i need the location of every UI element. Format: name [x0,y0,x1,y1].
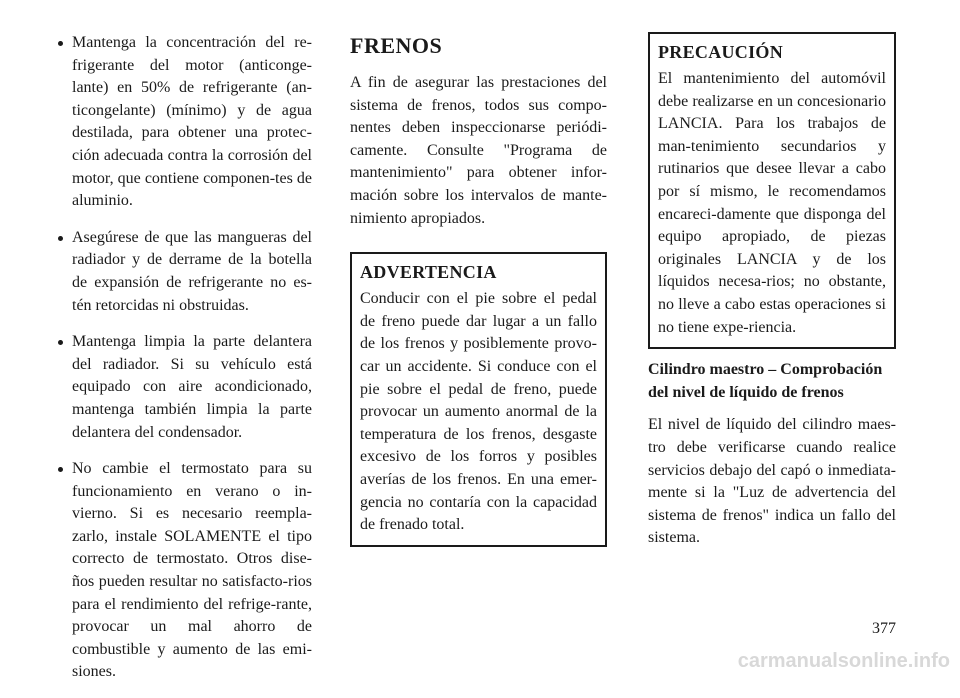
coolant-tips-list [58,32,312,684]
watermark: carmanualsonline.info [737,650,950,672]
list-item-text: No cambie el termostato para su funcionamiento en verano o in-vierno. Si es necesario reempla-zarlo, instale SOLAMENTE el tipo correcto de termostato. Otros dise-ños pueden resultar no satisfacto-rios para el rendimiento del refrige-rante, provocar un mal ahorro de combustible y aumento de las emi-siones. [72,460,312,681]
caution-title: PRECAUCIÓN [658,42,784,62]
bullet-icon [58,236,63,241]
list-item-text: Mantenga limpia la parte delantera del radiador. Si su vehículo está equipado con aire acondicionado, mantenga también limpia la parte delantera del condensador. [72,333,312,441]
bullet-icon [58,467,63,472]
section-title: FRENOS [350,33,443,58]
list-item-text: Mantenga la concentración del re-frigerante del motor (anticonge-lante) en 50% de refrigerante (an-ticongelante) (mínimo) y de agua destilada, para obtener una protec-ción adecuada contra la corrosión del motor, que contiene componen-tes de aluminio. [72,34,312,210]
warning-title: ADVERTENCIA [360,262,497,283]
subheading: Cilindro maestro – Comprobación del nivel de líquido de frenos [648,361,883,401]
master-cylinder-paragraph: El nivel de líquido del cilindro maes-tro debe verificarse cuando realice servicios debajo del capó o inmediata-mente si la "Luz de advertencia del sistema de frenos" indica un fallo del sistema. [648,416,896,547]
list-item-text: Asegúrese de que las mangueras del radiador y de derrame de la botella de expansión de refrigerante no es-tén retorcidas ni obstruidas. [72,228,312,314]
right-column [648,32,896,550]
middle-column [350,32,607,547]
warning-box [350,252,607,547]
list-item [58,227,312,317]
caution-text: El mantenimiento del automóvil debe realizarse en un concesionario LANCIA. Para los trabajos de man-tenimiento secundarios y rutinarios que desee llevar a cabo por sí mismo, le recomendamos encareci-damente que disponga del equipo apropiado, de piezas originales LANCIA y de los líquidos necesa-rios; no obstante, no lleve a cabo estas operaciones si no tiene expe-riencia. [658,70,886,336]
bullet-icon [58,340,63,345]
brakes-intro-paragraph: A fin de asegurar las prestaciones del sistema de frenos, todos sus compo-nentes deben inspeccionarse periódi-camente. Consulte "Programa de mantenimiento" para obtener infor-mación sobre los intervalos de mante-nimiento apropiados. [350,74,607,227]
list-item [58,331,312,444]
list-item [58,32,312,213]
page-number: 377 [872,620,896,637]
caution-box [648,32,896,349]
left-column [58,32,312,698]
warning-text: Conducir con el pie sobre el pedal de freno puede dar lugar a un fallo de los frenos y posiblemente provo-car un accidente. Si conduce con el pie sobre el pedal de freno, puede provocar un aumento anormal de la temperatura de los frenos, desgaste excesivo de los forros y posibles averías de los frenos. En una emer-gencia no contaría con la capacidad de frenado total. [360,290,597,534]
bullet-icon [58,41,63,46]
